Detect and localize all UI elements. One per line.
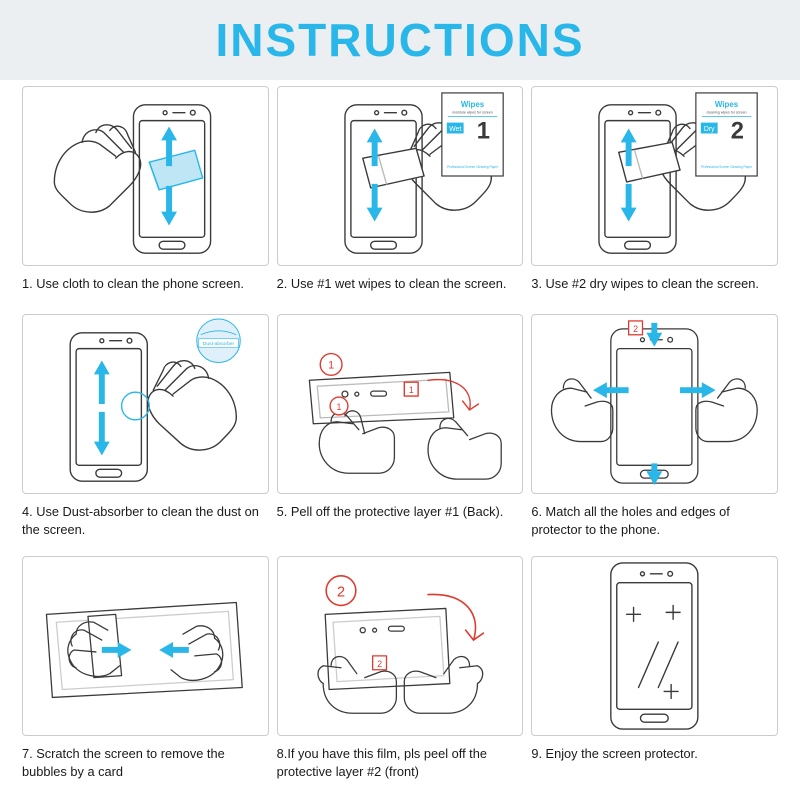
step-6-illustration: [531, 314, 778, 494]
step-3-caption: 3. Use #2 dry wipes to clean the screen.: [531, 276, 759, 291]
badge-2a: 2: [336, 584, 345, 601]
step-8-caption: 8.If you have this film, pls peel off the protective layer #2 (front): [276, 746, 487, 779]
wipe-packet-icon: [696, 93, 757, 176]
packet-title: Wipes: [460, 99, 484, 109]
step-6-caption: 6. Match all the holes and edges of protector to the phone.: [531, 504, 730, 537]
step-cell-8: [277, 556, 524, 786]
step-cell-6: [531, 314, 778, 556]
step-6-drawing: [532, 315, 777, 493]
step-cell-1: [22, 86, 269, 314]
badge-2b: 2: [376, 658, 382, 669]
step-cell-9: [531, 556, 778, 786]
packet-number: 1: [476, 118, 490, 145]
packet-subtitle: cleaning wipes for screen: [706, 110, 747, 115]
up-down-arrow-icon: [94, 360, 110, 455]
step-3-drawing: [532, 87, 777, 265]
packet-footer: Professional Screen Cleaning Paper: [446, 165, 498, 170]
step-cell-5: [277, 314, 524, 556]
step-9-illustration: [531, 556, 778, 736]
packet-title: Wipes: [715, 99, 739, 109]
step-4-illustration: [22, 314, 269, 494]
packet-number: 2: [731, 118, 745, 145]
step-cell-3: [531, 86, 778, 314]
step-4-caption: 4. Use Dust-absorber to clean the dust on the screen.: [22, 504, 259, 537]
packet-type: Wet: [448, 126, 461, 134]
step-1-illustration: [22, 86, 269, 266]
badge-1c: 1: [336, 401, 342, 412]
step-7-caption: 7. Scratch the screen to remove the bubbles by a card: [22, 746, 225, 779]
step-1-caption: 1. Use cloth to clean the phone screen.: [22, 276, 244, 291]
step-5-illustration: [277, 314, 524, 494]
wipe-packet-icon: [442, 93, 503, 176]
step-cell-4: [22, 314, 269, 556]
dust-absorber-icon: [197, 319, 241, 363]
step-cell-2: [277, 86, 524, 314]
page-header: [0, 0, 800, 80]
packet-footer: Professional Screen Cleaning Paper: [701, 165, 753, 170]
step-2-illustration: [277, 86, 524, 266]
page-title: INSTRUCTIONS: [215, 14, 585, 66]
packet-subtitle: moisture wipes for screen: [451, 110, 493, 115]
step-2-caption: 2. Use #1 wet wipes to clean the screen.: [276, 276, 507, 291]
step-2-drawing: [278, 87, 523, 265]
step-9-caption: 9. Enjoy the screen protector.: [531, 746, 698, 761]
badge-1b: 1: [327, 359, 334, 372]
step-4-drawing: [23, 315, 268, 493]
step-8-drawing: [278, 557, 523, 735]
packet-type: Dry: [704, 126, 715, 134]
step-7-illustration: [22, 556, 269, 736]
step-3-illustration: [531, 86, 778, 266]
badge-1a: 1: [408, 385, 414, 396]
step-1-drawing: [23, 87, 268, 265]
steps-grid: [22, 86, 778, 786]
step-9-drawing: [532, 557, 777, 735]
step-7-drawing: [23, 557, 268, 735]
step-5-caption: 5. Pell off the protective layer #1 (Back).: [276, 504, 504, 519]
badge-2: 2: [633, 323, 639, 334]
dust-absorber-label: Dust-absorber: [202, 342, 235, 348]
step-8-illustration: [277, 556, 524, 736]
step-5-drawing: [278, 315, 523, 493]
step-cell-7: [22, 556, 269, 786]
